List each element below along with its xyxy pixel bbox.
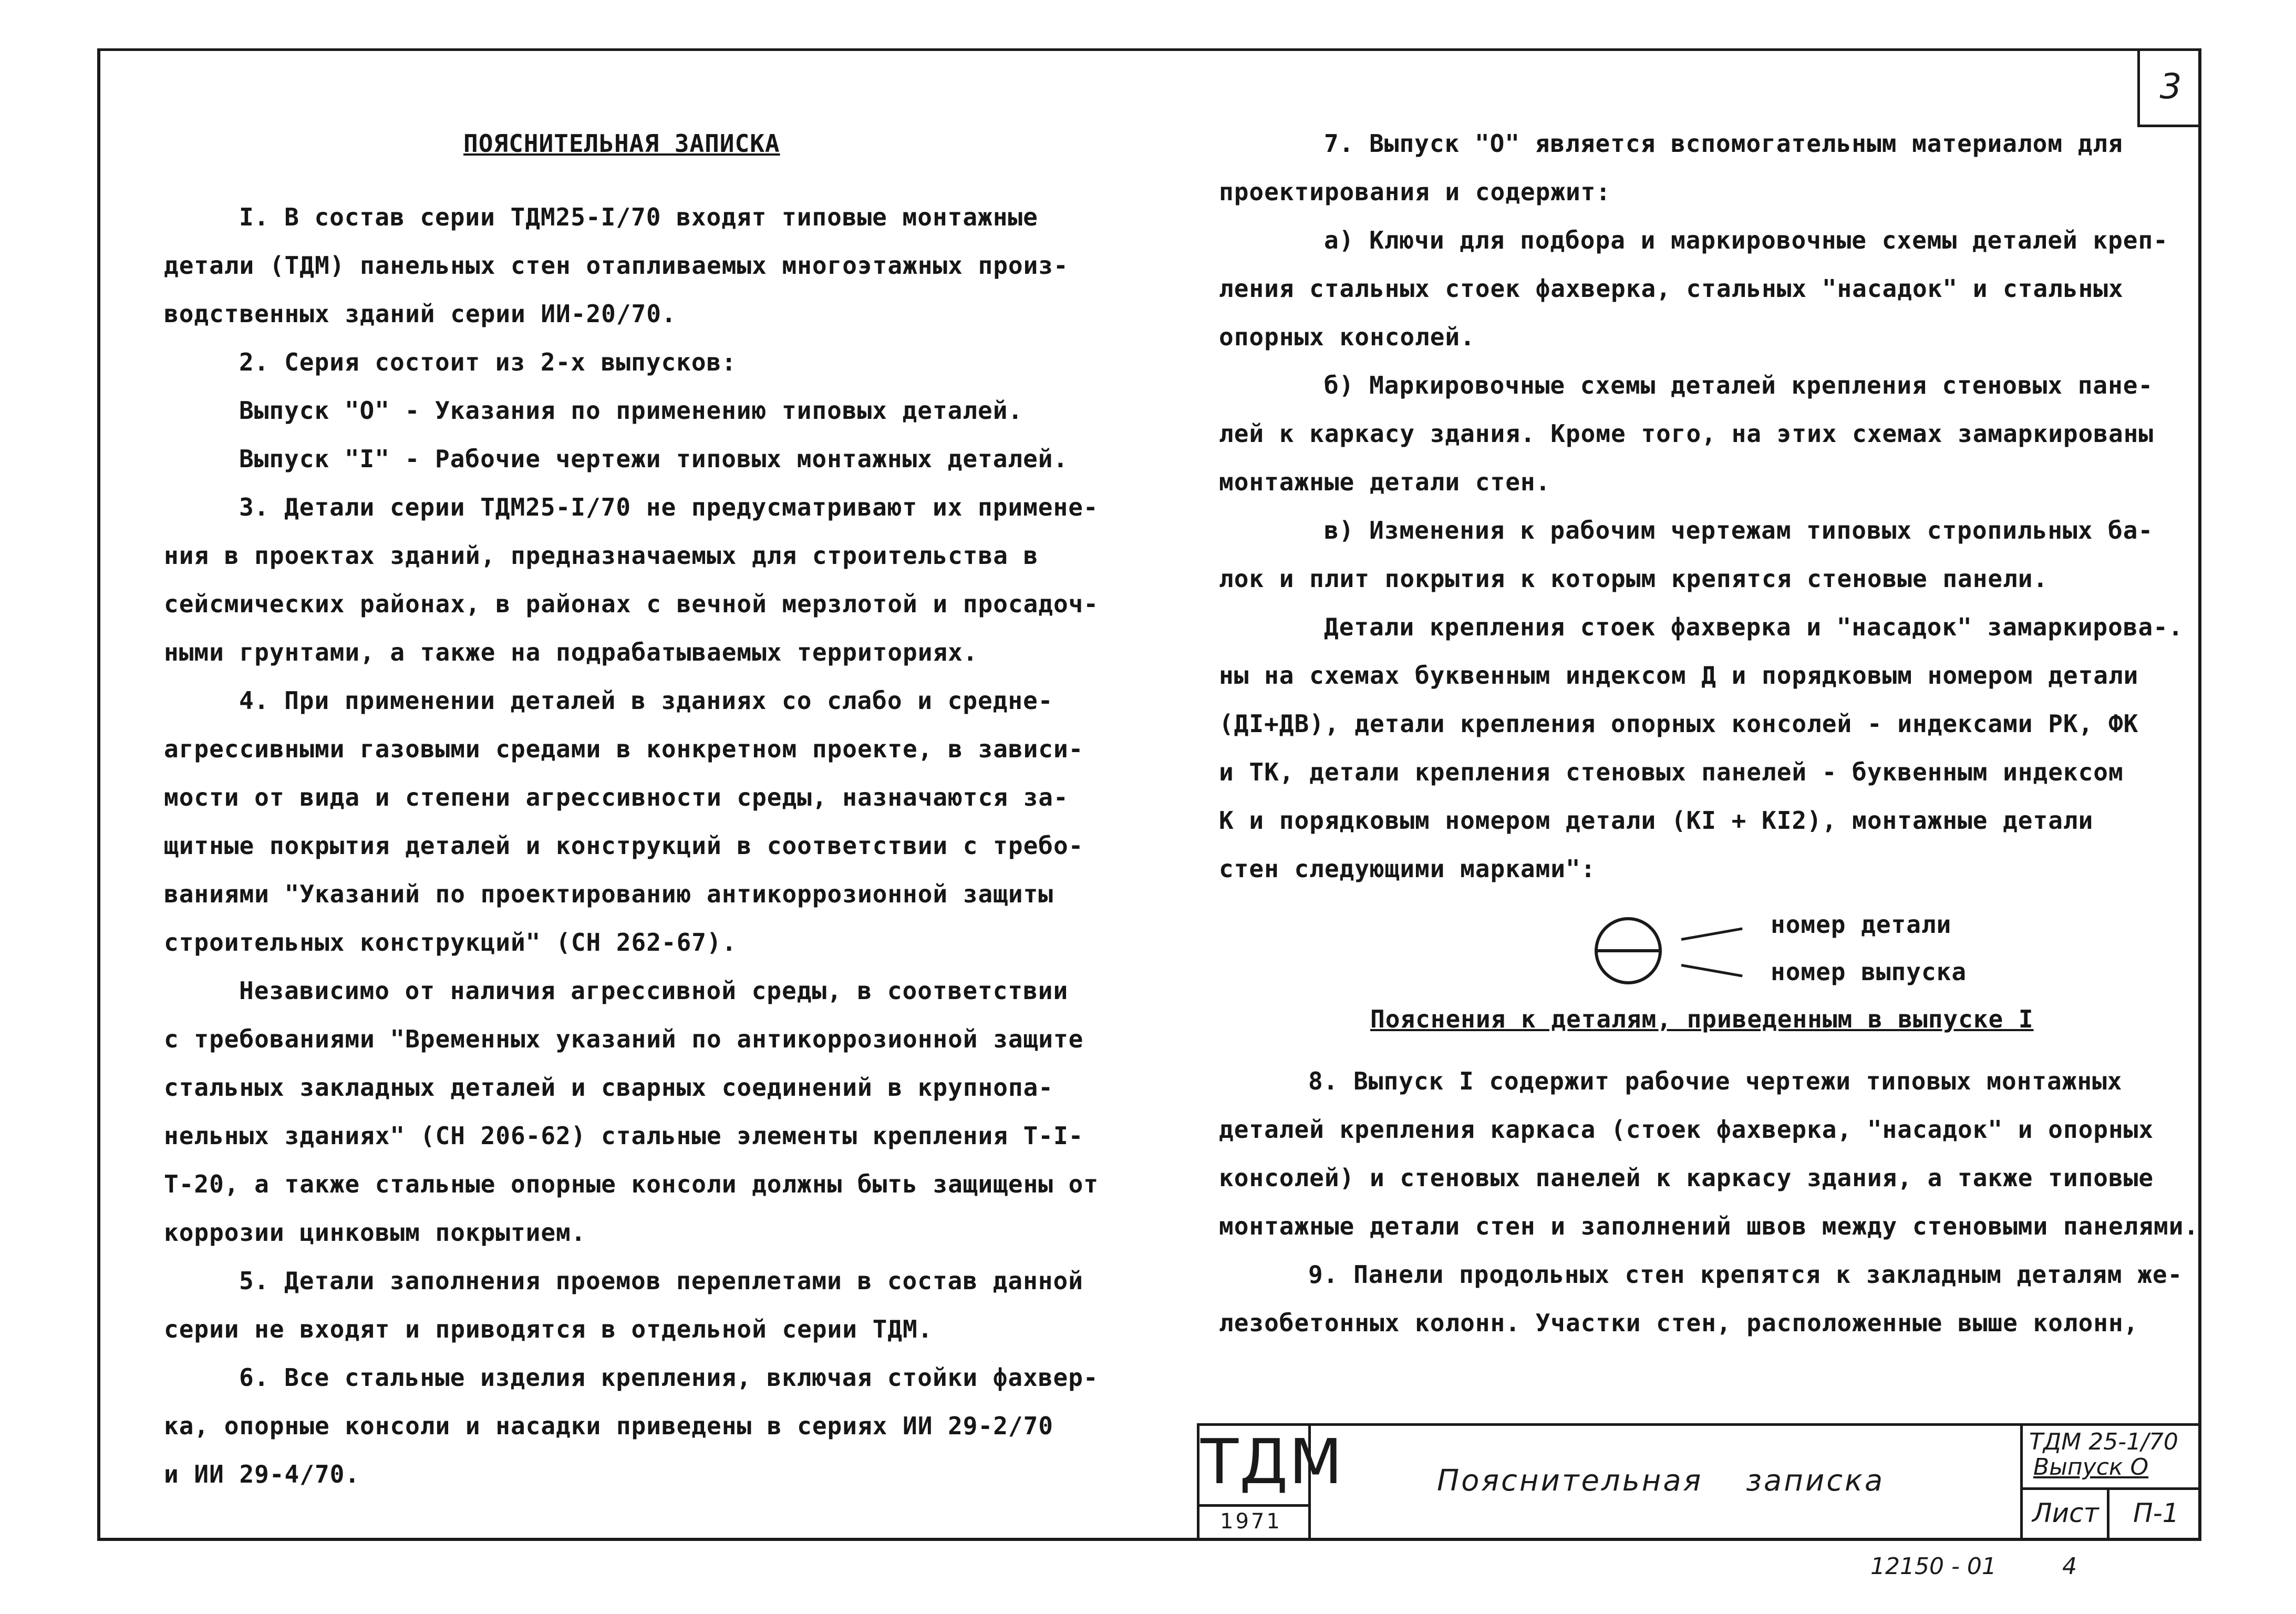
- text-line: лей к каркасу здания. Кроме того, на этих схемах замаркированы: [1219, 419, 2154, 448]
- text-line: ка, опорные консоли и насадки приведены в сериях ИИ 29-2/70: [164, 1412, 1053, 1440]
- text-line: б) Маркировочные схемы деталей крепления стеновых пане-: [1324, 371, 2154, 399]
- text-line: мости от вида и степени агрессивности среды, назначаются за-: [164, 783, 1069, 811]
- text-line: Детали крепления стоек фахверка и "насадок" замаркирова-.: [1324, 613, 2184, 641]
- text-line: сейсмических районах, в районах с вечной мерзлотой и просадоч-: [164, 590, 1099, 618]
- text-line: опорных консолей.: [1219, 323, 1475, 351]
- title-block-divider: [1197, 1504, 1308, 1507]
- text-line: 8. Выпуск I содержит рабочие чертежи типовых монтажных: [1308, 1067, 2123, 1095]
- series-code: ТДМ 25-1/70: [2029, 1428, 2178, 1455]
- text-line: коррозии цинковым покрытием.: [164, 1218, 586, 1247]
- title-block-divider: [2020, 1487, 2201, 1490]
- archive-number: 4: [2062, 1553, 2077, 1580]
- page-number: 3: [2137, 48, 2201, 127]
- text-line: монтажные детали стен.: [1219, 468, 1551, 496]
- text-line: 7. Выпуск "О" является вспомогательным материалом для: [1324, 129, 2123, 158]
- title-block-divider: [2107, 1487, 2109, 1541]
- text-line: Независимо от наличия агрессивной среды, в соответствии: [239, 976, 1069, 1005]
- text-line: нельных зданиях" (СН 206-62) стальные элементы крепления Т-I-: [164, 1122, 1084, 1150]
- text-line: водственных зданий серии ИИ-20/70.: [164, 300, 677, 328]
- year: 1971: [1220, 1509, 1282, 1534]
- document-title: Пояснительная записка: [1437, 1464, 1885, 1498]
- text-line: и ТК, детали крепления стеновых панелей - буквенным индексом: [1219, 758, 2124, 786]
- text-line: лезобетонных колонн. Участки стен, расположенные выше колонн,: [1219, 1309, 2139, 1337]
- text-line: ны на схемах буквенным индексом Д и порядковым номером детали: [1219, 661, 2139, 690]
- text-line: детали (ТДМ) панельных стен отапливаемых многоэтажных произ-: [164, 251, 1069, 280]
- text-line: 4. При применении деталей в зданиях со слабо и средне-: [239, 686, 1053, 715]
- text-line: ния в проектах зданий, предназначаемых для строительства в: [164, 541, 1039, 570]
- org-stamp: ТДМ: [1201, 1425, 1344, 1498]
- text-line: Выпуск "I" - Рабочие чертежи типовых монтажных деталей.: [239, 445, 1069, 473]
- text-line: монтажные детали стен и заполнений швов между стеновыми панелями.: [1219, 1212, 2199, 1240]
- text-line: в) Изменения к рабочим чертежам типовых стропильных ба-: [1324, 516, 2154, 544]
- text-line: строительных конструкций" (СН 262-67).: [164, 928, 737, 957]
- text-line: стальных закладных деталей и сварных соединений в крупнопа-: [164, 1073, 1053, 1102]
- sheet-number: П-1: [2133, 1498, 2179, 1528]
- text-line: 5. Детали заполнения проемов переплетами в состав данной: [239, 1267, 1083, 1295]
- title-block-divider: [2020, 1423, 2023, 1541]
- text-line: а) Ключи для подбора и маркировочные схемы деталей креп-: [1324, 226, 2168, 254]
- text-line: ными грунтами, а также на подрабатываемых территориях.: [164, 638, 978, 666]
- text-line: ления стальных стоек фахверка, стальных "насадок" и стальных: [1219, 274, 2124, 303]
- text-line: проектирования и содержит:: [1219, 178, 1611, 206]
- text-line: лок и плит покрытия к которым крепятся стеновые панели.: [1219, 564, 2049, 593]
- text-line: консолей) и стеновых панелей к каркасу здания, а также типовые: [1219, 1164, 2154, 1192]
- text-line: агрессивными газовыми средами в конкретном проекте, в зависи-: [164, 735, 1084, 763]
- section-subheading: Пояснения к деталям, приведенным в выпуске I: [1370, 1005, 2034, 1033]
- sheet-label: Лист: [2032, 1498, 2099, 1528]
- page-title: ПОЯСНИТЕЛЬНАЯ ЗАПИСКА: [463, 129, 780, 158]
- text-line: стен следующими марками":: [1219, 855, 1596, 883]
- issue-label: Выпуск О: [2033, 1454, 2149, 1481]
- text-line: Т-20, а также стальные опорные консоли должны быть защищены от: [164, 1170, 1099, 1198]
- text-line: 2. Серия состоит из 2-х выпусков:: [239, 348, 737, 376]
- archive-code: 12150 - 01: [1870, 1553, 1997, 1580]
- text-line: деталей крепления каркаса (стоек фахверка, "насадок" и опорных: [1219, 1115, 2154, 1144]
- text-line: с требованиями "Временных указаний по антикоррозионной защите: [164, 1025, 1084, 1053]
- text-line: I. В состав серии ТДМ25-I/70 входят типовые монтажные: [239, 203, 1038, 231]
- legend-top-label: номер детали: [1771, 910, 1952, 939]
- marking-symbol-divider: [1595, 949, 1662, 952]
- text-line: 6. Все стальные изделия крепления, включая стойки фахвер-: [239, 1363, 1099, 1392]
- text-line: щитные покрытия деталей и конструкций в соответствии с требо-: [164, 831, 1084, 860]
- legend-bottom-label: номер выпуска: [1771, 958, 1967, 986]
- text-line: (ДI+ДВ), детали крепления опорных консолей - индексами РК, ФК: [1219, 710, 2139, 738]
- text-line: Выпуск "О" - Указания по применению типовых деталей.: [239, 396, 1023, 425]
- text-line: серии не входят и приводятся в отдельной серии ТДМ.: [164, 1315, 933, 1343]
- text-line: и ИИ 29-4/70.: [164, 1460, 360, 1488]
- text-line: ваниями "Указаний по проектированию антикоррозионной защиты: [164, 880, 1053, 908]
- text-line: 9. Панели продольных стен крепятся к закладным деталям же-: [1308, 1260, 2183, 1289]
- text-line: 3. Детали серии ТДМ25-I/70 не предусматривают их примене-: [239, 493, 1099, 521]
- text-line: К и порядковым номером детали (КI + КI2), монтажные детали: [1219, 806, 2094, 835]
